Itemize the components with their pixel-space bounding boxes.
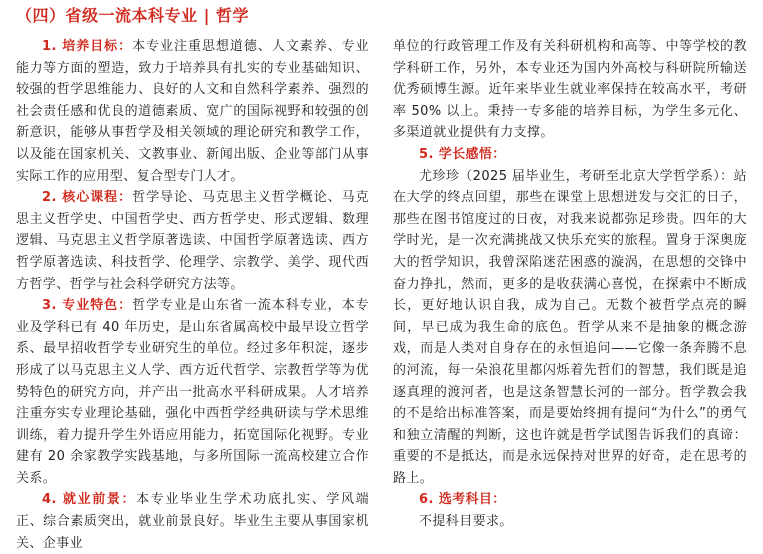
section-text: 本专业毕业生学术功底扎实、学风端正、综合素质突出，就业前景良好。毕业生主要从事国家机关、企事业 [16, 492, 369, 551]
section-training-goals [16, 36, 369, 187]
section-heading: 2. 核心课程： [42, 190, 133, 206]
section-alumni-reflection-text: 尤珍珍（2025 届毕业生，考研至北京大学哲学系）：站在大学的终点回望，那些在课堂上思想迸发与交汇的日子，那些在图书馆度过的日夜，对我来说都弥足珍贵。四年的大学时光，是一次充满挑战又快乐充实的旅程。置身于深奥庞大的哲学知识，我曾深陷迷茫困惑的漩涡，在思想的交锋中奋力挣扎，然而，更多的是收获满心喜悦，在探索中不断成长，更好地认识自我，成为自己。无数个被哲学点亮的瞬间，早已成为我生命的底色。哲学从来不是抽象的概念游戏，而是人类对自身存在的永恒追问——它像一条奔腾不息的河流，每一朵浪花里都闪烁着先哲们的智慧，我们既是追逐真理的渡河者，也是这条智慧长河的一部分。哲学教会我的不是给出标准答案，而是要始终拥有提问“为什么”的勇气和独立清醒的判断，这也许就是哲学试图告诉我们的真谛：重要的不是抵达，而是永远保持对世界的好奇，走在思考的路上。 [393, 168, 747, 486]
section-text: 哲学专业是山东省一流本科专业，本专业及学科已有 40 年历史，是山东省属高校中最早设立哲学系、最早招收哲学专业研究生的单位。经过多年积淀，逐步形成了以马克思主义人学、西方近代哲学、宗教哲学等为优势特色的研究方向，并产出一批高水平科研成果。人才培养注重夯实专业理论基础，强化中西哲学经典研读与学术思维训练，着力提升学生外语应用能力，拓宽国际化视野。专业建有 20 余家教学实践基地，与多所国际一流高校建立合作关系。 [16, 298, 369, 486]
section-alumni-reflection-heading [393, 144, 747, 166]
page-title: （四）省级一流本科专业 | 哲学 [16, 6, 249, 25]
section-text: 本专业注重思想道德、人文素养、专业能力等方面的塑造，致力于培养具有扎实的专业基础知识、较强的哲学思维能力、良好的人文和自然科学素养、强烈的社会责任感和优良的道德素质、宽广的国际视野和较强的创新意识，能够从事哲学及相关领域的理论研究和教学工作，以及能在国家机关、文教事业、新闻出版、企业等部门从事实际工作的应用型、复合型专门人才。 [16, 39, 369, 184]
section-heading: 6. 选考科目： [419, 492, 506, 508]
section-features [16, 295, 369, 489]
left-column [16, 36, 369, 554]
section-heading: 3. 专业特色： [42, 298, 133, 314]
section-heading: 1. 培养目标： [42, 39, 133, 54]
section-subject-requirements-heading [393, 489, 747, 511]
right-column [393, 36, 747, 533]
section-core-courses [16, 187, 369, 295]
section-heading: 4. 就业前景： [42, 492, 137, 508]
section-heading: 5. 学长感悟： [419, 146, 506, 162]
section-subject-requirements-text: 不提科目要求。 [419, 514, 513, 530]
section-text: 哲学导论、马克思主义哲学概论、马克思主义哲学史、中国哲学史、西方哲学史、形式逻辑、数理逻辑、马克思主义哲学原著选读、中国哲学原著选读、西方哲学原著选读、科技哲学、伦理学、宗教学、美学、现代西方哲学、哲学与社会科学研究方法等。 [16, 190, 369, 292]
section-employment [16, 489, 369, 554]
section-employment-continued: 单位的行政管理工作及有关科研机构和高等、中等学校的教学科研工作，另外，本专业还为国内外高校与科研院所输送优秀硕博生源。近年来毕业生就业率保持在较高水平，考研率 50% 以上。秉持一专多能的培养目标，为学生多元化、多渠道就业提供有力支撑。 [393, 39, 747, 141]
